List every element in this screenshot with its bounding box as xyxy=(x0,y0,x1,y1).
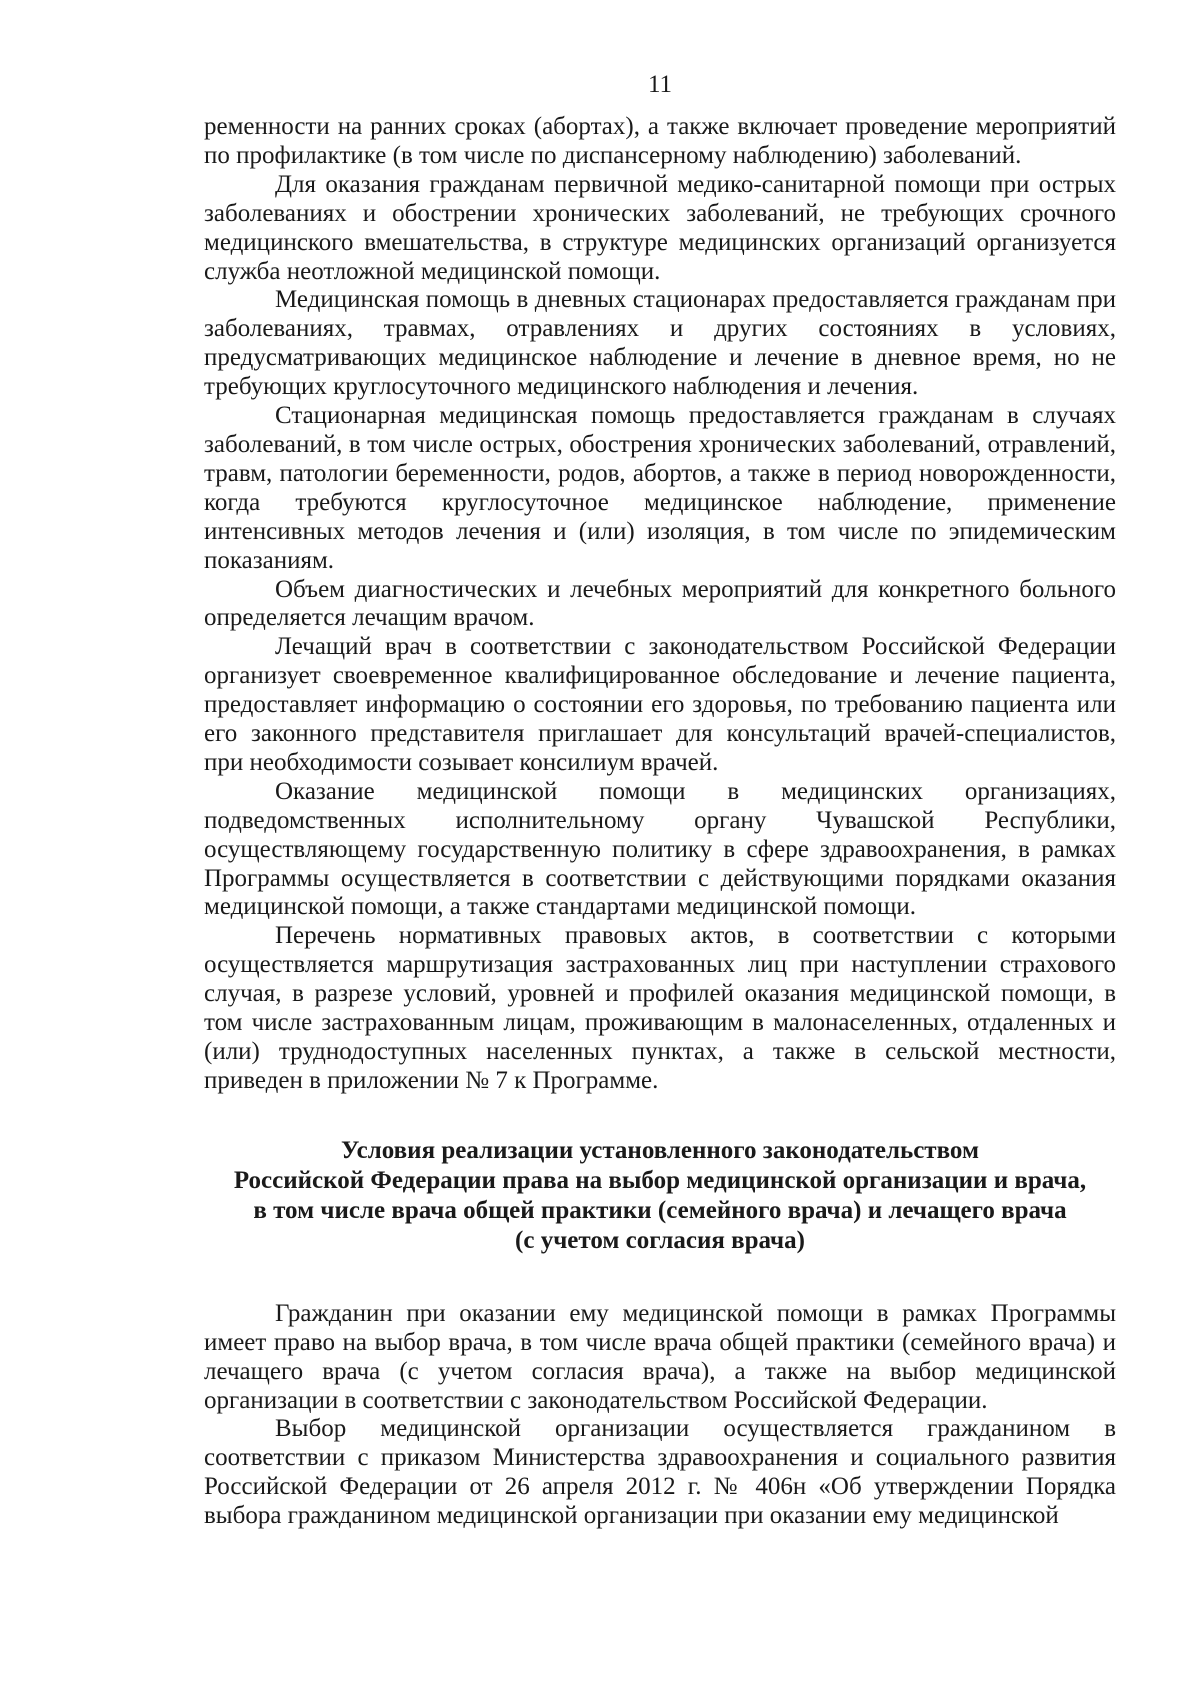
section-heading xyxy=(204,1096,1116,1300)
paragraph-emergency-service: Для оказания гражданам первичной медико-санитарной помощи при острых заболеваниях и обострении хронических заболеваний, не требующих срочного медицинского вмешательства, в структуре медицинских организаций организуется служба неотложной медицинской помощи. xyxy=(204,170,1116,285)
paragraph-right-to-choose: Гражданин при оказании ему медицинской помощи в рамках Программы имеет право на выбор врача, в том числе врача общей практики (семейного врача) и лечащего врача (с учетом согласия врача), а также на выбор медицинской организации в соответствии с законодательством Российской Федерации. xyxy=(204,1299,1116,1414)
paragraph-attending-physician: Лечащий врач в соответствии с законодательством Российской Федерации организует своевременное квалифицированное обследование и лечение пациента, предоставляет информацию о состоянии его здоровья, по требованию пациента или его законного представителя приглашает для консультаций врачей-специалистов, при необходимости созывает консилиум врачей. xyxy=(204,633,1116,776)
paragraph-care-provision: Оказание медицинской помощи в медицинских организациях, подведомственных исполнительному органу Чувашской Республики, осуществляющему государственную политику в сфере здравоохранения, в рамках Программы осуществляется в соответствии с действующими порядками оказания медицинской помощи, а также стандартами медицинской помощи. xyxy=(204,777,1116,921)
section-heading-line: Российской Федерации права на выбор медицинской организации и врача, xyxy=(233,1166,1087,1194)
section-heading-line: в том числе врача общей практики (семейного врача) и лечащего врача xyxy=(253,1196,1067,1224)
section-heading-line: (с учетом согласия врача) xyxy=(515,1226,805,1254)
paragraph-day-hospital: Медицинская помощь в дневных стационарах предоставляется гражданам при заболеваниях, травмах, отравлениях и других состояниях в условиях, предусматривающих медицинское наблюдение и лечение в дневное время, но не требующих круглосуточного медицинского наблюдения и лечения. xyxy=(204,286,1116,401)
document-body xyxy=(204,113,1116,1531)
paragraph-scope-of-measures: Объем диагностических и лечебных мероприятий для конкретного больного определяется лечащим врачом. xyxy=(204,575,1116,632)
paragraph-continued: ременности на ранних сроках (абортах), а также включает проведение мероприятий по профилактике (в том числе по диспансерному наблюдению) заболеваний. xyxy=(204,113,1116,169)
paragraph-choice-of-organization: Выбор медицинской организации осуществляется гражданином в соответствии с приказом Министерства здравоохранения и социального развития Российской Федерации от 26 апреля 2012 г. № 406н «Об утверждении Порядка выбора гражданином медицинской организации при оказании ему медицинской xyxy=(204,1415,1116,1530)
page-number: 11 xyxy=(647,71,673,98)
section-heading-line: Условия реализации установленного законодательством xyxy=(341,1136,979,1164)
paragraph-routing-list: Перечень нормативных правовых актов, в соответствии с которыми осуществляется маршрутизация застрахованных лиц при наступлении страхового случая, в разрезе условий, уровней и профилей оказания медицинской помощи, в том числе застрахованным лицам, проживающим в малонаселенных, отдаленных и (или) труднодоступных населенных пунктах, а также в сельской местности, приведен в приложении № 7 к Программе. xyxy=(204,922,1116,1094)
paragraph-inpatient-care: Стационарная медицинская помощь предоставляется гражданам в случаях заболеваний, в том числе острых, обострения хронических заболеваний, отравлений, травм, патологии беременности, родов, абортов, а также в период новорожденности, когда требуются круглосуточное медицинское наблюдение, применение интенсивных методов лечения и (или) изоляция, в том числе по эпидемическим показаниям. xyxy=(204,402,1116,574)
